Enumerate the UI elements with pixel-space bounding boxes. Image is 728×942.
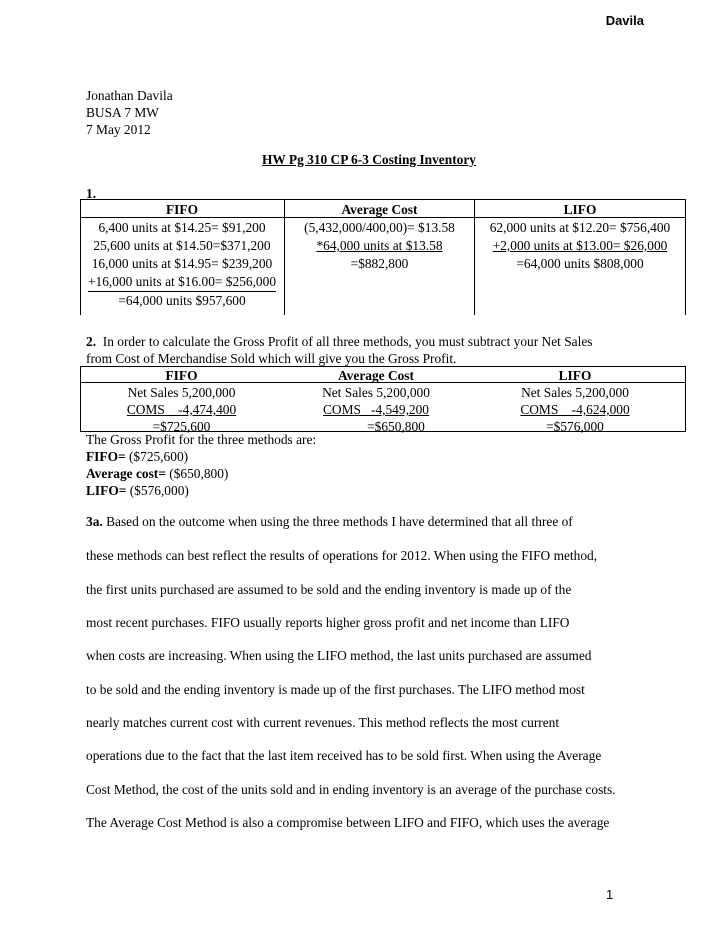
average-cost-column <box>266 367 486 435</box>
column-header: FIFO <box>166 202 198 217</box>
column-header: FIFO <box>165 368 198 383</box>
author-name: Jonathan Davila <box>86 88 173 103</box>
costing-table <box>80 199 686 315</box>
column-header: Average Cost <box>341 202 418 217</box>
running-header-name: Davila <box>605 13 644 28</box>
section2-intro-line: 2. In order to calculate the Gross Profit of all three methods, you must subtract your Net Sales <box>86 334 593 349</box>
gross-profit-result: =$650,800 <box>367 419 425 434</box>
calc-line: 16,000 units at $14.95= $239,200 <box>91 256 273 271</box>
calc-line: *64,000 units at $13.58 <box>316 238 443 253</box>
summary-lifo: LIFO= ($576,000) <box>86 483 189 498</box>
calc-line: +2,000 units at $13.00= $26,000 <box>492 238 668 253</box>
assignment-date: 7 May 2012 <box>86 122 151 137</box>
average-cost-column <box>285 201 474 273</box>
calc-line: 62,000 units at $12.20= $756,400 <box>489 220 671 235</box>
column-header: LIFO <box>563 202 597 217</box>
net-sales: Net Sales 5,200,000 <box>322 385 430 400</box>
calc-line: 6,400 units at $14.25= $91,200 <box>98 220 266 235</box>
section3a-line: Cost Method, the cost of the units sold and in ending inventory is an average of the purchase costs. <box>86 782 616 797</box>
page-title: HW Pg 310 CP 6-3 Costing Inventory <box>261 152 476 167</box>
gross-profit-result: =$725,600 <box>152 419 211 434</box>
section3a-line: most recent purchases. FIFO usually reports higher gross profit and net income than LIFO <box>86 615 570 630</box>
section3a-line: these methods can best reflect the results of operations for 2012. When using the FIFO method, <box>86 548 598 563</box>
coms: COMS -4,624,000 <box>520 402 630 417</box>
net-sales: Net Sales 5,200,000 <box>521 385 629 400</box>
section2-intro-line: from Cost of Merchandise Sold which will give you the Gross Profit. <box>86 351 457 366</box>
table-border <box>685 200 686 315</box>
lifo-column <box>475 201 685 273</box>
calc-line: (5,432,000/400,00)= $13.58 <box>304 220 455 235</box>
calc-total: =64,000 units $957,600 <box>118 293 246 308</box>
column-header: Average Cost <box>338 368 414 383</box>
gross-profit-table <box>80 366 686 432</box>
section3a-line: nearly matches current cost with current revenues. This method reflects the most current <box>86 715 560 730</box>
section1-number: 1. <box>86 186 97 201</box>
net-sales: Net Sales 5,200,000 <box>127 385 236 400</box>
coms: COMS -4,474,400 <box>126 402 237 417</box>
lifo-column <box>465 367 685 435</box>
page-number: 1 <box>606 887 614 902</box>
header-rule <box>80 217 685 218</box>
column-header: LIFO <box>558 368 592 383</box>
section3a-line: operations due to the fact that the last item received has to be sold first. When using the Average <box>86 748 602 763</box>
section3a-line: to be sold and the ending inventory is made up of the first purchases. The LIFO method most <box>86 682 585 697</box>
summary-fifo: FIFO= ($725,600) <box>86 449 189 464</box>
calc-total: =$882,800 <box>350 256 409 271</box>
calc-line: +16,000 units at $16.00= $256,000 <box>88 273 276 292</box>
summary-heading: The Gross Profit for the three methods are: <box>86 432 317 447</box>
fifo-column <box>80 367 283 435</box>
section3a-line: 3a. Based on the outcome when using the three methods I have determined that all three of <box>86 514 573 529</box>
section3a-line: when costs are increasing. When using the LIFO method, the last units purchased are assumed <box>86 648 592 663</box>
section3a-line: the first units purchased are assumed to be sold and the ending inventory is made up of the <box>86 582 572 597</box>
coms: COMS -4,549,200 <box>322 402 430 417</box>
section3a-line: The Average Cost Method is also a compromise between LIFO and FIFO, which uses the average <box>86 815 610 830</box>
summary-average-cost: Average cost= ($650,800) <box>86 466 229 481</box>
calc-total: =64,000 units $808,000 <box>516 256 644 271</box>
gross-profit-result: =$576,000 <box>546 419 604 434</box>
table-border <box>685 367 686 431</box>
course-name: BUSA 7 MW <box>86 105 159 120</box>
calc-line: 25,600 units at $14.50=$371,200 <box>93 238 271 253</box>
